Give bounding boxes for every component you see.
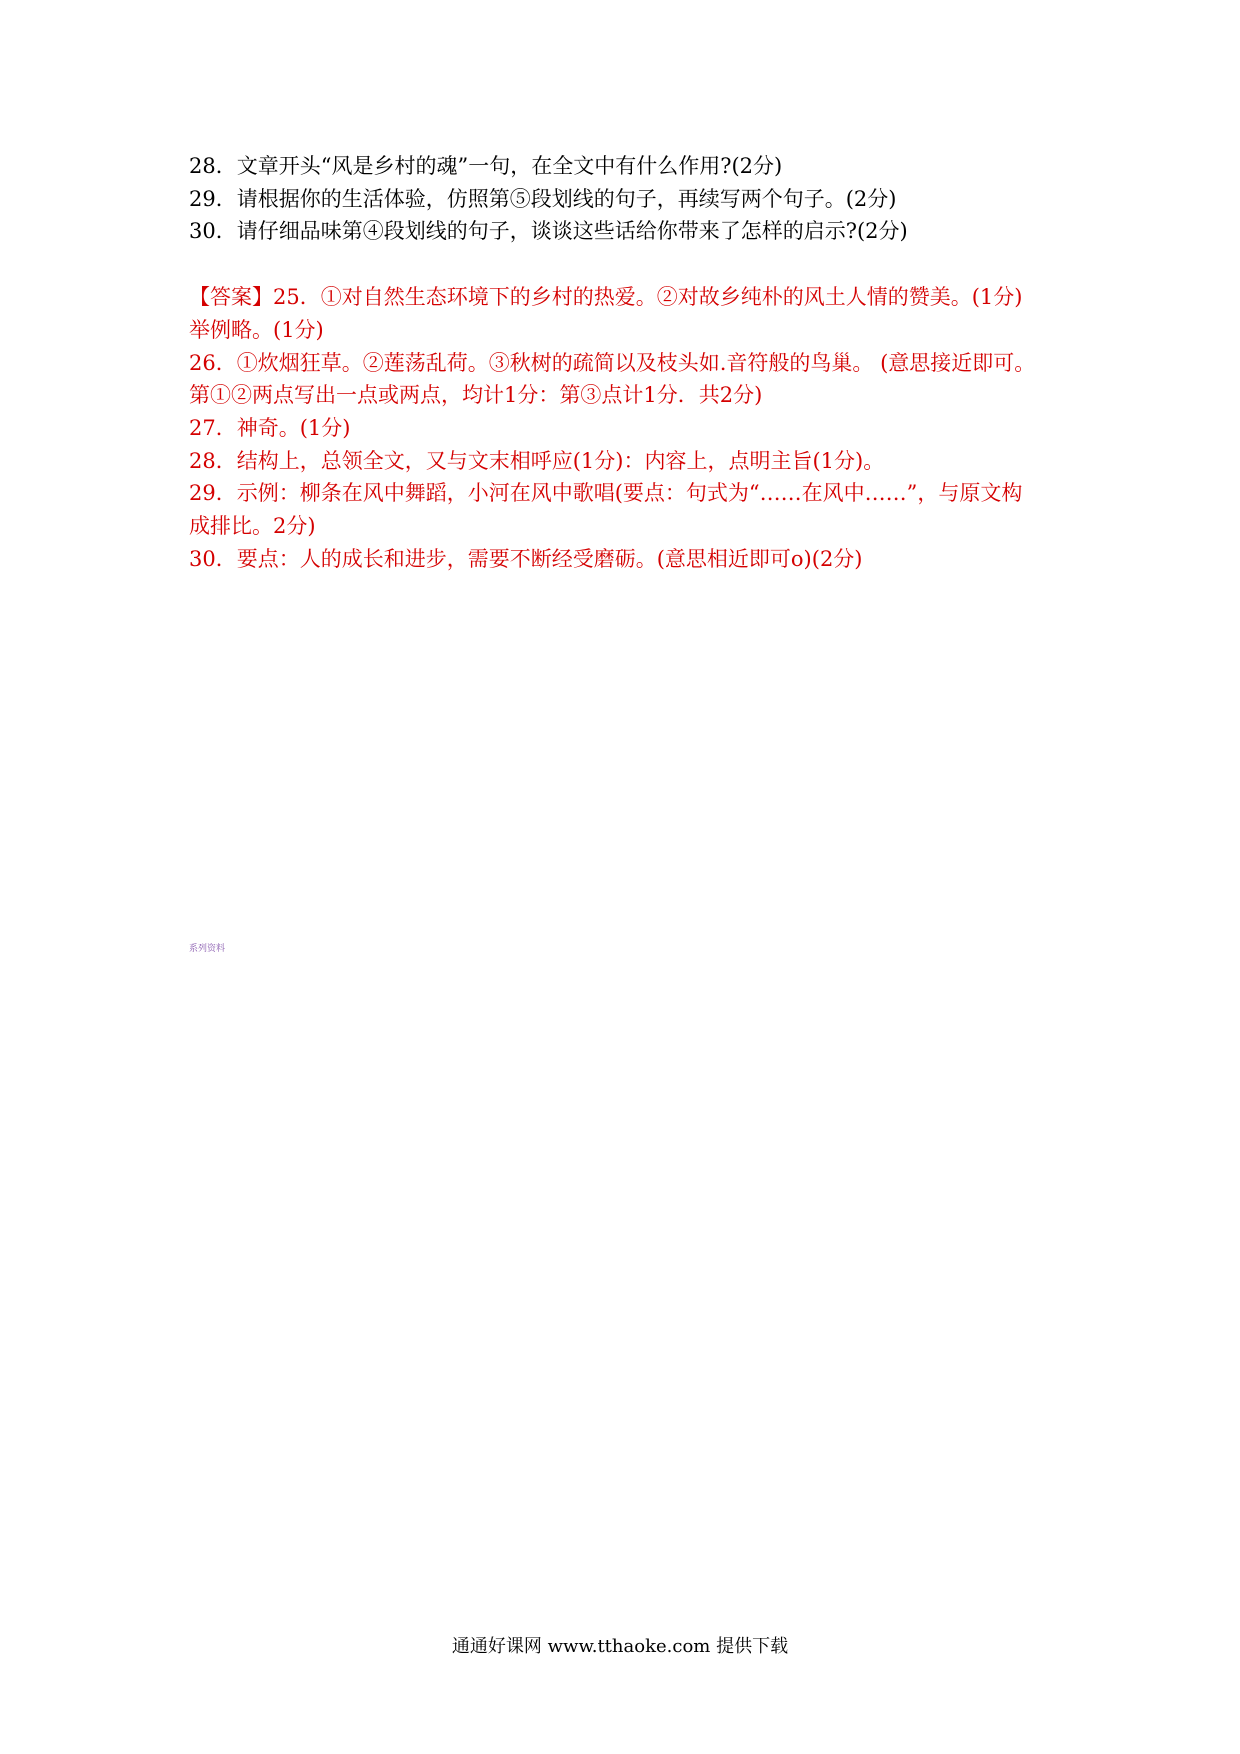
side-mark: 系列资料 xyxy=(189,944,226,954)
question-29: 29．请根据你的生活体验，仿照第⑤段划线的句子，再续写两个句子。(2分) xyxy=(189,187,897,211)
answer-line-4: 第①②两点写出一点或两点，均计1分：第③点计1分．共2分) xyxy=(189,383,763,407)
question-30: 30．请仔细品味第④段划线的句子，谈谈这些话给你带来了怎样的启示?(2分) xyxy=(189,219,908,243)
answer-line-5: 27．神奇。(1分) xyxy=(189,416,351,440)
answer-line-9: 30．要点：人的成长和进步，需要不断经受磨砺。(意思相近即可o)(2分) xyxy=(189,547,863,571)
answer-line-3: 26．①炊烟狂草。②莲荡乱荷。③秋树的疏简以及枝头如.音符般的鸟巢。 (意思接近即可。 xyxy=(189,351,1036,375)
answer-line-8: 成排比。2分) xyxy=(189,514,316,538)
footer-source: 通通好课网 www.tthaoke.com 提供下载 xyxy=(451,1636,789,1657)
answer-line-7: 29．示例：柳条在风中舞蹈，小河在风中歌唱(要点：句式为“……在风中……”，与原文构 xyxy=(189,481,1023,505)
question-28: 28．文章开头“风是乡村的魂”一句，在全文中有什么作用?(2分) xyxy=(189,154,783,178)
answer-line-1: 【答案】25．①对自然生态环境下的乡村的热爱。②对故乡纯朴的风土人情的赞美。(1分) xyxy=(189,285,1023,309)
answer-line-2: 举例略。(1分) xyxy=(189,318,324,342)
answer-line-6: 28．结构上，总领全文，又与文末相呼应(1分)：内容上，点明主旨(1分)。 xyxy=(189,449,885,473)
